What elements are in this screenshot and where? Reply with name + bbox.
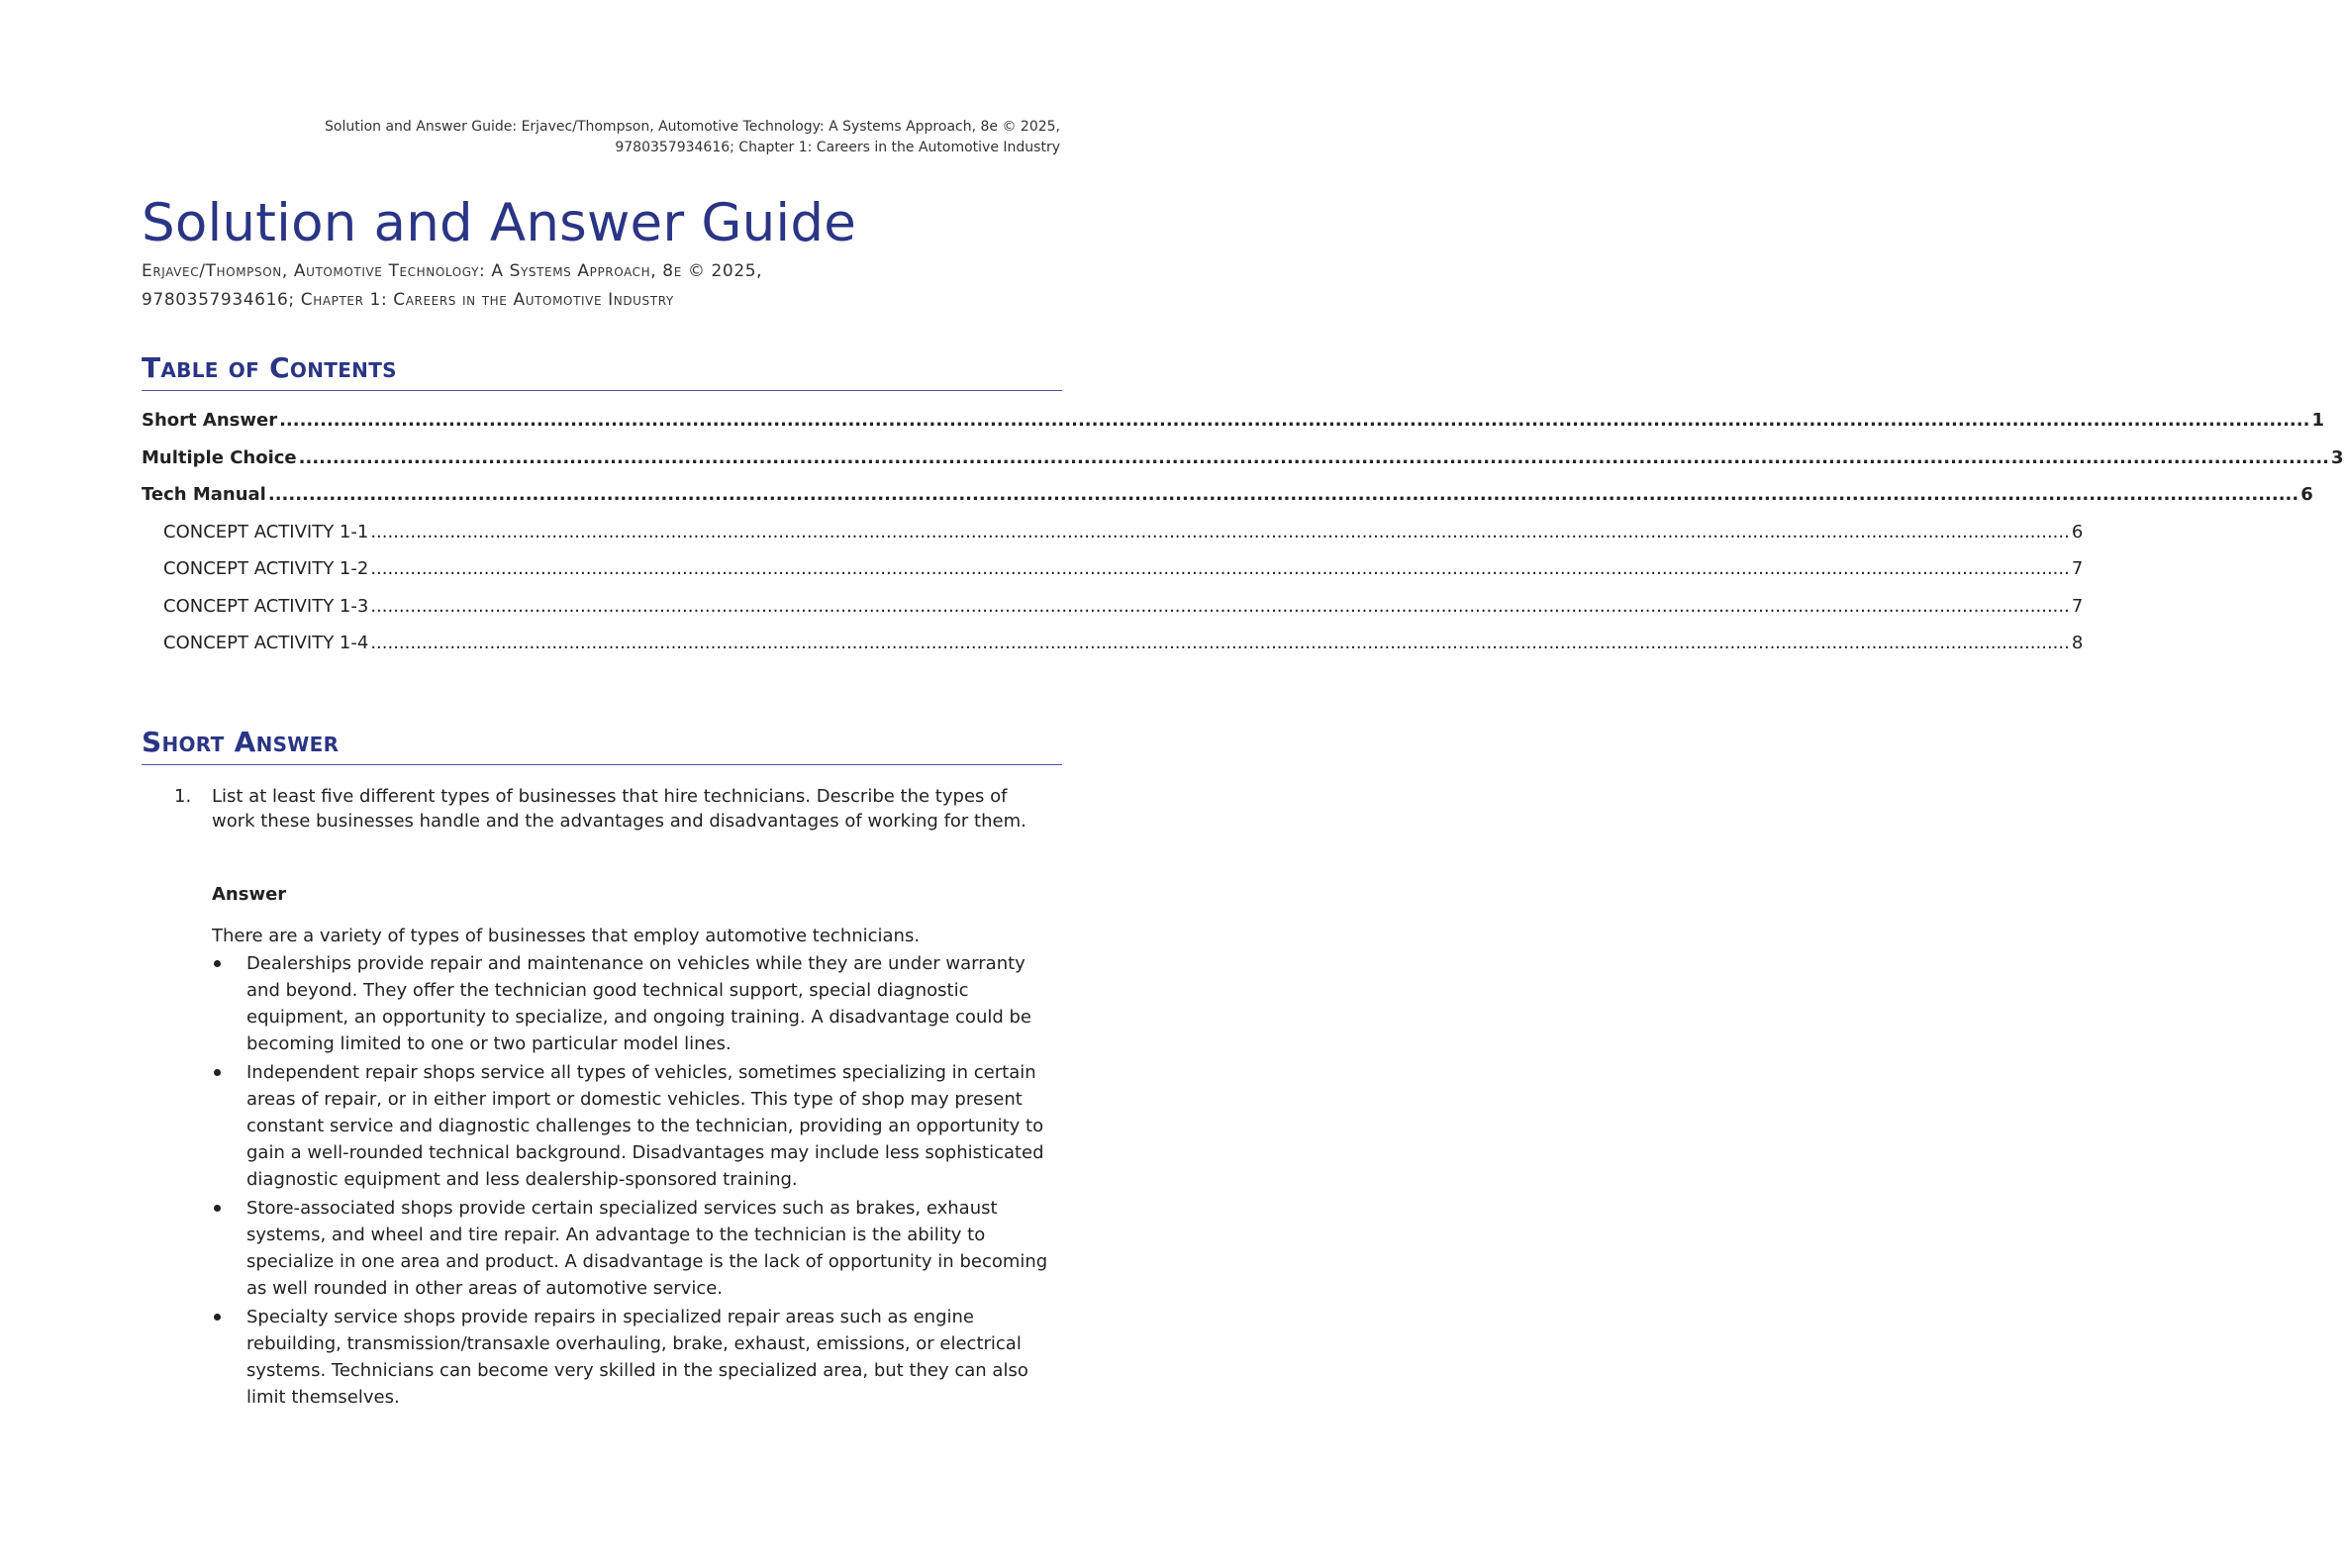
toc-entry-label: Tech Manual xyxy=(142,484,266,505)
bullet-text: Independent repair shops service all types of vehicles, sometimes specializing in certain areas of repair, or in either import or domestic vehicles. This type of shop may present constant service and diagnostic challenges to the technician, providing an opportunity to gain a well-rounded technical background. Disadvantages may include less sophisticated diagnostic equipment and less dealership-sponsored training. xyxy=(246,1062,1044,1190)
toc-entry-label: CONCEPT ACTIVITY 1-4 xyxy=(163,633,369,653)
toc-leader-dots: ............................................................................................................................................................................................................................................................................................................ xyxy=(370,521,2070,542)
toc-leader-dots: ............................................................................................................................................................................................................................................................................................................ xyxy=(279,410,2310,431)
bullet-text: Specialty service shops provide repairs in specialized repair areas such as engine rebuilding, transmission/transaxle overhauling, brake, exhaust, emissions, or electrical systems. Technicians can become very skilled in the specialized area, but they can also limit themselves. xyxy=(246,1307,1028,1408)
question-number: 1. xyxy=(174,786,192,807)
bullet-icon xyxy=(214,1069,221,1076)
question-text: List at least five different types of businesses that hire technicians. Describe the types of work these businesses handle and the advantages and disadvantages of working for them. xyxy=(212,786,1026,832)
toc-entry-page: 6 xyxy=(2071,521,2084,542)
question-1 xyxy=(174,784,1055,833)
toc-entry[interactable] xyxy=(142,410,2324,447)
bullet-text: Dealerships provide repair and maintenance on vehicles while they are under warranty and beyond. They offer the technician good technical support, special diagnostic equipment, an opportunity to specialize, and ongoing training. A disadvantage could be becoming limited to one or two particular model lines. xyxy=(246,953,1032,1054)
bullet-icon xyxy=(214,1205,221,1212)
toc-entry-page: 3 xyxy=(2331,446,2344,468)
answer-intro: There are a variety of types of businesses that employ automotive technicians. xyxy=(212,926,921,946)
list-item xyxy=(212,1304,1055,1411)
toc-entry-label: Multiple Choice xyxy=(142,446,297,468)
toc-entry[interactable] xyxy=(142,558,2084,596)
bullet-icon xyxy=(214,960,221,967)
toc-entry-label: CONCEPT ACTIVITY 1-1 xyxy=(163,521,369,542)
toc-entry-label: CONCEPT ACTIVITY 1-2 xyxy=(163,558,369,579)
list-item xyxy=(212,950,1055,1057)
toc-entry[interactable] xyxy=(142,521,2084,559)
bullet-icon xyxy=(214,1314,221,1321)
answer-bullet-list xyxy=(212,950,1055,1413)
toc-leader-dots: ............................................................................................................................................................................................................................................................................................................ xyxy=(370,595,2070,617)
list-item xyxy=(212,1195,1055,1302)
list-item xyxy=(212,1059,1055,1193)
toc-entry-page: 7 xyxy=(2071,595,2084,617)
toc-entry-page: 8 xyxy=(2071,633,2084,653)
document-subtitle xyxy=(142,257,1062,315)
running-header-line-1: Solution and Answer Guide: Erjavec/Thompson, Automotive Technology: A Systems Approach, 8e © 2025, xyxy=(325,119,1060,135)
bullet-text: Store-associated shops provide certain specialized services such as brakes, exhaust systems, and wheel and tire repair. An advantage to the technician is the ability to specialize in one area and product. A disadvantage is the lack of opportunity in becoming as well rounded in other areas of automotive service. xyxy=(246,1198,1048,1299)
toc-entry-label: CONCEPT ACTIVITY 1-3 xyxy=(163,595,369,617)
toc-entry-page: 7 xyxy=(2071,558,2084,579)
toc-heading: Table of Contents xyxy=(142,351,1062,391)
toc-leader-dots: ............................................................................................................................................................................................................................................................................................................ xyxy=(370,558,2070,579)
subtitle-line-2: 9780357934616; Chapter 1: Careers in the Automotive Industry xyxy=(142,290,674,310)
toc-leader-dots: ............................................................................................................................................................................................................................................................................................................ xyxy=(267,484,2299,505)
toc-entry[interactable] xyxy=(142,446,2344,485)
toc-entry-label: Short Answer xyxy=(142,410,278,431)
toc-entry[interactable] xyxy=(142,484,2313,522)
toc-leader-dots: ............................................................................................................................................................................................................................................................................................................ xyxy=(370,633,2070,653)
toc-entry[interactable] xyxy=(142,595,2084,634)
toc-entry-page: 6 xyxy=(2300,484,2313,505)
table-of-contents xyxy=(142,410,2344,670)
document-title: Solution and Answer Guide xyxy=(142,193,857,253)
answer-label: Answer xyxy=(212,884,287,905)
toc-leader-dots: ............................................................................................................................................................................................................................................................................................................ xyxy=(298,446,2330,468)
toc-entry[interactable] xyxy=(142,633,2084,670)
running-header xyxy=(198,117,1060,158)
subtitle-line-1: Erjavec/Thompson, Automotive Technology: A Systems Approach, 8e © 2025, xyxy=(142,261,763,281)
toc-entry-page: 1 xyxy=(2311,410,2324,431)
running-header-line-2: 9780357934616; Chapter 1: Careers in the Automotive Industry xyxy=(615,140,1060,155)
short-answer-heading: Short Answer xyxy=(142,726,1062,765)
